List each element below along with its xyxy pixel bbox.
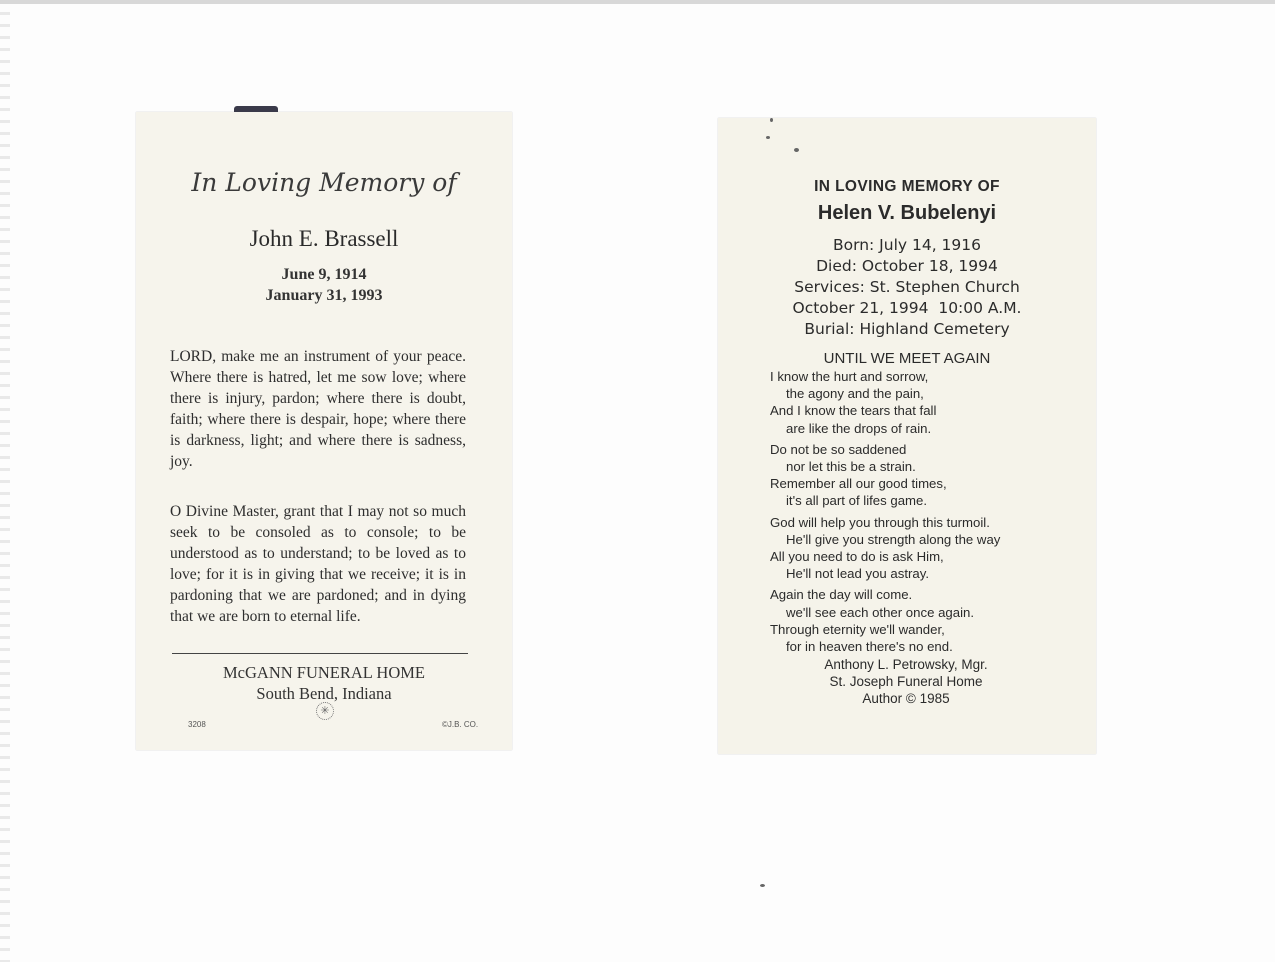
deceased-name: John E. Brassell bbox=[249, 226, 399, 251]
top-edge bbox=[0, 0, 1275, 4]
deceased-name: Helen V. Bubelenyi bbox=[817, 202, 997, 224]
card-heading: IN LOVING MEMORY OF bbox=[814, 178, 1000, 195]
paper-speck bbox=[770, 118, 773, 122]
paper-speck bbox=[766, 136, 770, 139]
credits bbox=[806, 656, 1006, 707]
binder-edge bbox=[0, 0, 10, 962]
services-location: Services: St. Stephen Church bbox=[794, 278, 1020, 296]
poem-line: Do not be so saddened bbox=[770, 441, 907, 457]
poem-line: Remember all our good times, bbox=[770, 476, 947, 492]
poem-line: Through eternity we'll wander, bbox=[770, 621, 945, 637]
card-title: In Loving Memory of bbox=[191, 168, 457, 197]
poem-line: He'll give you strength along the way bbox=[786, 531, 1001, 547]
poem-line: we'll see each other once again. bbox=[786, 604, 974, 620]
poem-line: are like the drops of rain. bbox=[786, 420, 932, 436]
memorial-card-brassell bbox=[136, 112, 512, 750]
poem-line: And I know the tears that fall bbox=[770, 403, 937, 419]
poem-line: for in heaven there's no end. bbox=[786, 639, 953, 655]
cross-emblem-icon: ✳ bbox=[316, 702, 334, 720]
poem-line: nor let this be a strain. bbox=[786, 459, 916, 475]
poem-title: UNTIL WE MEET AGAIN bbox=[823, 350, 991, 367]
poem-line: He'll not lead you astray. bbox=[786, 566, 930, 582]
poem-line: Again the day will come. bbox=[770, 587, 913, 603]
prayer-paragraph-2: O Divine Master, grant that I may not so much seek to be consoled as to console; to be understood as to understand; to be loved as to love; for it is in giving that we receive; it is in pardoning that we are pardoned; and in dying that we are born to eternal life. bbox=[170, 503, 466, 625]
card-tab-mark bbox=[234, 106, 278, 112]
burial-location: Burial: Highland Cemetery bbox=[804, 320, 1010, 338]
card-number: 3208 bbox=[188, 720, 206, 729]
service-time: October 21, 1994 10:00 A.M. bbox=[792, 299, 1022, 317]
paper-speck bbox=[760, 884, 765, 887]
poem bbox=[770, 368, 1070, 655]
birth-date: June 9, 1914 bbox=[281, 266, 367, 283]
poem-line: I know the hurt and sorrow, bbox=[770, 369, 929, 384]
prayer-paragraph-1: LORD, make me an instrument of your peace. Where there is hatred, let me sow love; where there is injury, pardon; where there is doubt, faith; where there is despair, hope; where there is darkness, light; and where there is sadness, joy. bbox=[170, 348, 466, 470]
funeral-home-location: South Bend, Indiana bbox=[256, 684, 392, 703]
death-date: Died: October 18, 1994 bbox=[816, 257, 998, 275]
memorial-card-bubelenyi bbox=[718, 118, 1096, 754]
poem-line: God will help you through this turmoil. bbox=[770, 514, 990, 530]
funeral-home-name: McGANN FUNERAL HOME bbox=[223, 663, 425, 682]
divider-rule bbox=[172, 653, 468, 654]
poem-line: it's all part of lifes game. bbox=[786, 493, 928, 509]
credit-author: Anthony L. Petrowsky, Mgr. bbox=[824, 657, 988, 672]
credit-funeral-home: St. Joseph Funeral Home bbox=[829, 674, 983, 689]
credit-copyright: Author © 1985 bbox=[862, 691, 950, 706]
birth-date: Born: July 14, 1916 bbox=[832, 236, 981, 254]
copyright-mark: ©J.B. CO. bbox=[442, 720, 479, 729]
poem-line: All you need to do is ask Him, bbox=[770, 549, 944, 565]
death-date: January 31, 1993 bbox=[265, 287, 383, 304]
paper-speck bbox=[794, 148, 799, 152]
poem-line: the agony and the pain, bbox=[786, 386, 924, 402]
